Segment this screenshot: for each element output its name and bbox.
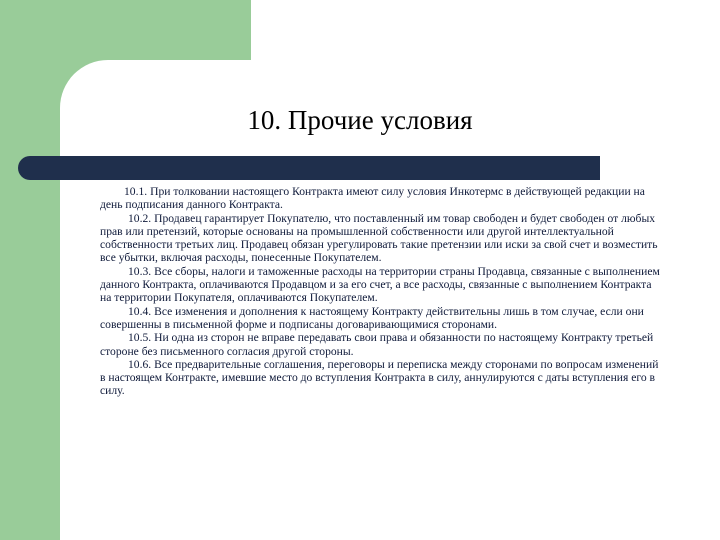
slide-title: 10. Прочие условия [247, 105, 473, 135]
paragraph-10-2: 10.2. Продавец гарантирует Покупателю, что поставленный им товар свободен и будет свободен от любых прав или претензий, которые основаны на промышленной собственности или другой интеллектуальной собственности третьих лиц. Продавец обязан урегулировать такие претензии или иски за свой счет и возместить все убытки, включая расходы, понесенные Покупателем. [100, 211, 658, 265]
paragraph-10-5: 10.5. Ни одна из сторон не вправе передавать свои права и обязанности по настоящему Контракту третьей стороне без письменного согласия другой стороны. [100, 331, 654, 358]
paragraph-10-3: 10.3. Все сборы, налоги и таможенные расходы на территории страны Продавца, связанные с выполнением данного Контракта, оплачиваются Продавцом и за его счет, а все расходы, связанные с выполнением Контракта на территории Покупателя, оплачиваются Покупателем. [100, 264, 660, 305]
paragraph-10-6: 10.6. Все предварительные соглашения, переговоры и переписка между сторонами по вопросам изменений в настоящем Контракте, имевшие место до вступления Контракта в силу, аннулируются с даты вступления его в силу. [100, 357, 659, 398]
slide-body-text [100, 185, 665, 398]
paragraph-10-1: 10.1. При толковании настоящего Контракта имеют силу условия Инкотермс в действующей редакции на день подписания данного Контракта. [100, 185, 645, 212]
paragraph-10-4: 10.4. Все изменения и дополнения к настоящему Контракту действительны лишь в том случае, если они совершенны в письменной форме и подписаны договаривающимися сторонами. [100, 304, 644, 331]
title-underline-bar [18, 156, 600, 180]
